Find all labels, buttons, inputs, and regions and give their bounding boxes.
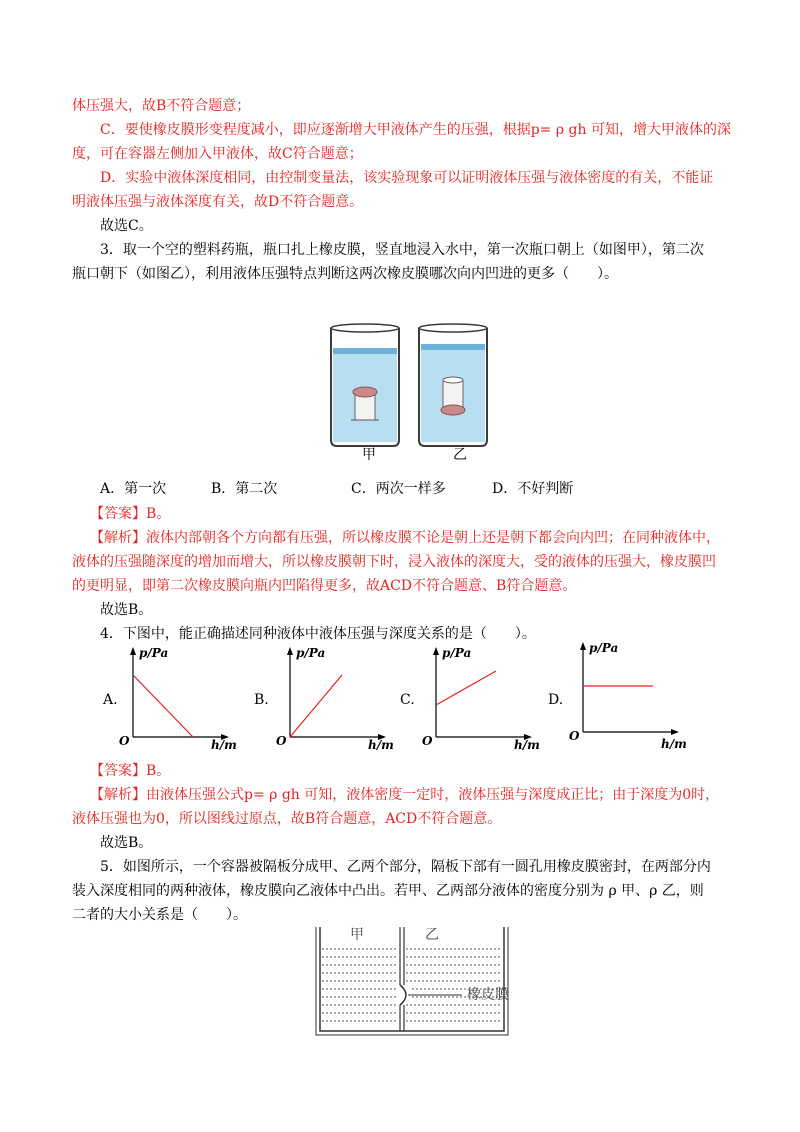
graph-line xyxy=(436,671,496,705)
question-stem: 二者的大小关系是（ ）。 xyxy=(72,907,247,923)
analysis-line: 【解析】由液体压强公式p= ρ gh 可知，液体密度一定时，液体压强与深度成正比；由于深度为0时， xyxy=(90,787,720,803)
choose-line: 故选C。 xyxy=(100,218,153,234)
x-axis-label: h/m xyxy=(661,737,687,751)
analysis-line: 液体的压强随深度的增加而增大，所以橡皮膜朝下时，浸入液体的深度大，受的液体的压强大，橡皮膜凹 xyxy=(72,554,716,570)
analysis-line: 度，可在容器左侧加入甲液体，故C符合题意； xyxy=(72,146,363,162)
analysis-line: 【解析】液体内部朝各个方向都有压强，所以橡皮膜不论是朝上还是朝下都会向内凹；在同种液体中， xyxy=(90,530,720,546)
x-axis-label: h/m xyxy=(514,738,540,752)
graph-d xyxy=(565,640,695,755)
choose-line: 故选B。 xyxy=(100,835,153,851)
analysis-line: D．实验中液体深度相同，由控制变量法，该实验现象可以证明液体压强与液体密度的有关，不能证 xyxy=(100,170,714,186)
origin-label: O xyxy=(276,734,287,748)
y-axis-label: p/Pa xyxy=(296,646,326,660)
analysis-line: 的更明显，即第二次橡皮膜向瓶内凹陷得更多，故ACD不符合题意、B符合题意。 xyxy=(72,578,577,594)
figure-label-yi: 乙 xyxy=(453,447,467,463)
graph-option-label: A. xyxy=(103,692,118,708)
x-axis-label: h/m xyxy=(211,738,237,752)
graph-c xyxy=(418,645,548,755)
graph-option-label: C. xyxy=(400,692,415,708)
graph-option-label: D. xyxy=(548,692,564,708)
analysis-line: C．要使橡皮膜形变程度减小，即应逐渐增大甲液体产生的压强，根据p= ρ gh 可知，增大甲液体的深 xyxy=(100,122,731,138)
option-a: A．第一次 xyxy=(100,481,167,497)
beaker-yi xyxy=(419,324,487,446)
question-stem: 5．如图所示，一个容器被隔板分成甲、乙两个部分，隔板下部有一圆孔用橡皮膜密封，在两部分内 xyxy=(100,859,711,875)
membrane-label: 橡皮膜 xyxy=(467,987,509,1003)
membrane xyxy=(400,985,406,1005)
question-stem: 瓶口朝下（如图乙），利用液体压强特点判断这两次橡皮膜哪次向内凹进的更多（ ）。 xyxy=(72,266,618,282)
option-b: B．第二次 xyxy=(211,481,278,497)
analysis-line: 体压强大，故B不符合题意； xyxy=(72,98,251,114)
analysis-line: 明液体压强与液体深度有关，故D不符合题意。 xyxy=(72,194,364,210)
answer-line: 【答案】B。 xyxy=(90,763,171,779)
beaker-jia xyxy=(331,324,399,446)
analysis-line: 液体压强也为0，所以图线过原点，故B符合题意，ACD不符合题意。 xyxy=(72,811,502,827)
y-axis-label: p/Pa xyxy=(139,646,169,660)
graph-option-label: B. xyxy=(254,692,269,708)
question-stem: 3．取一个空的塑料药瓶，瓶口扎上橡皮膜，竖直地浸入水中，第一次瓶口朝上（如图甲），第二次 xyxy=(100,242,704,258)
graph-b xyxy=(272,645,402,755)
option-c: C．两次一样多 xyxy=(351,481,446,497)
origin-label: O xyxy=(119,734,130,748)
graph-line xyxy=(290,675,342,737)
container-label-yi: 乙 xyxy=(425,927,439,943)
answer-line: 【答案】B。 xyxy=(90,506,171,522)
origin-label: O xyxy=(569,729,580,743)
container-label-jia: 甲 xyxy=(350,927,364,943)
y-axis-label: p/Pa xyxy=(442,646,472,660)
graph-a xyxy=(115,645,245,755)
origin-label: O xyxy=(422,734,433,748)
question-stem: 装入深度相同的两种液体，橡皮膜向乙液体中凸出。若甲、乙两部分液体的密度分别为 ρ 甲、ρ 乙，则 xyxy=(72,883,704,899)
graph-line xyxy=(133,675,193,737)
choose-line: 故选B。 xyxy=(100,602,153,618)
x-axis-label: h/m xyxy=(368,738,394,752)
option-d: D．不好判断 xyxy=(492,481,574,497)
y-axis-label: p/Pa xyxy=(589,641,619,655)
bottles-figure xyxy=(325,322,495,472)
figure-label-jia: 甲 xyxy=(362,447,376,463)
question-stem: 4．下图中，能正确描述同种液体中液体压强与深度关系的是（ ）。 xyxy=(100,626,536,642)
